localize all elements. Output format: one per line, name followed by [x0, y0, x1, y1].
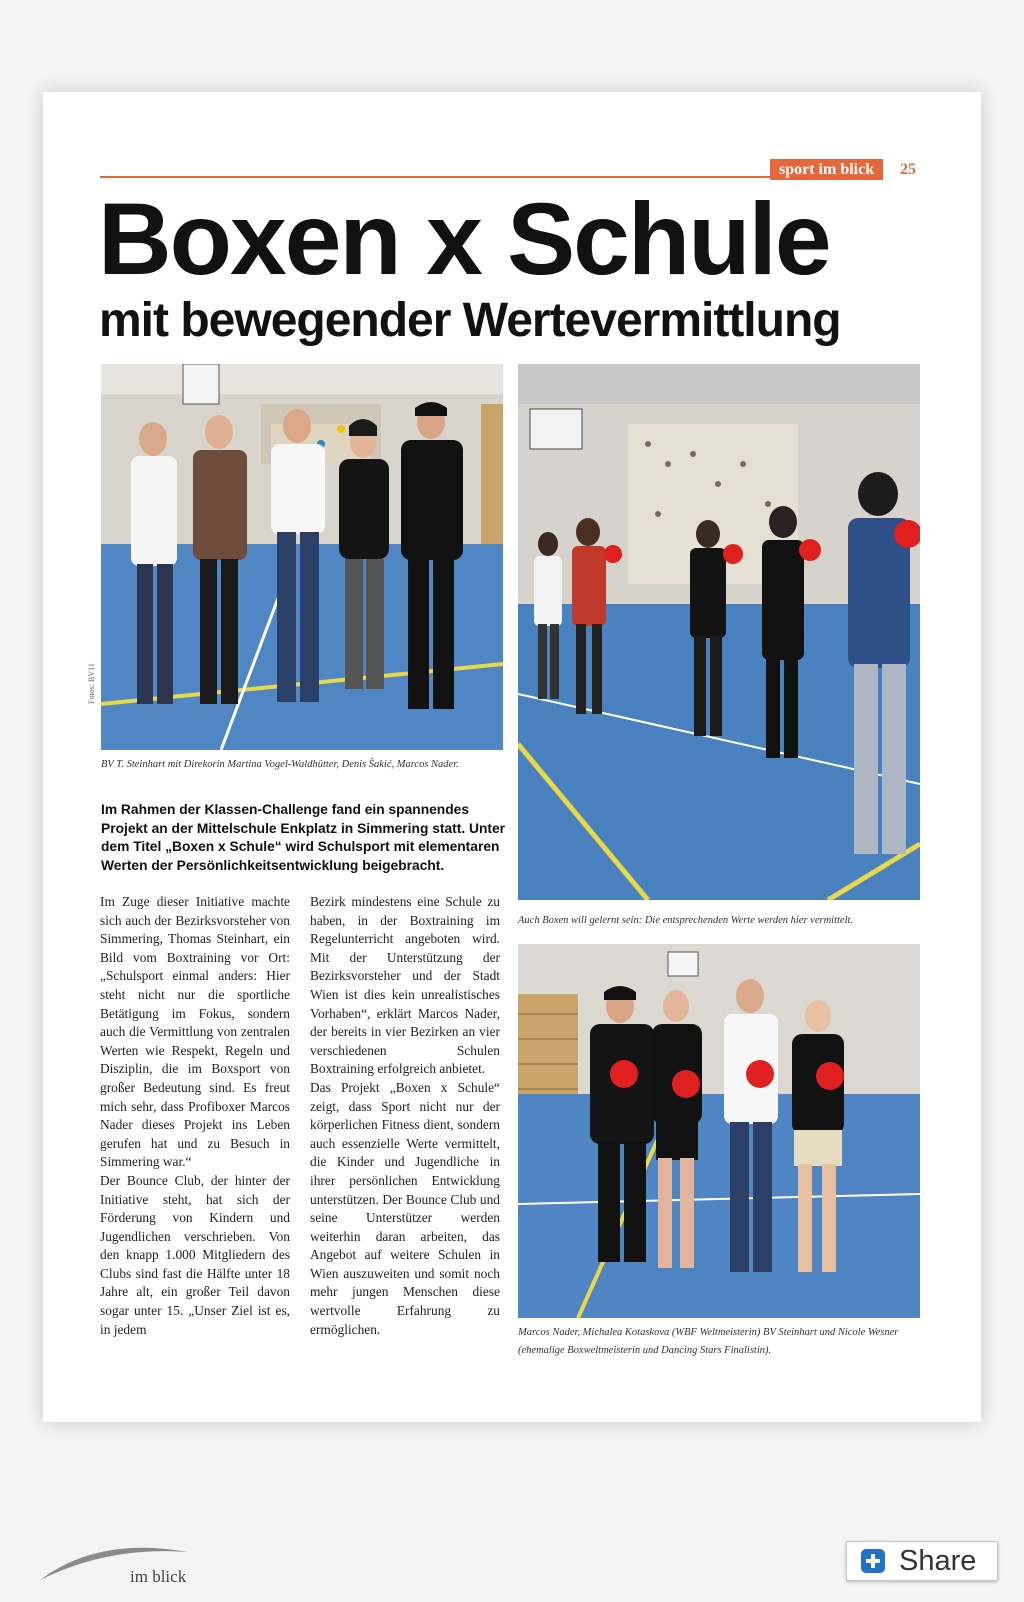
- plus-square-icon: [861, 1549, 885, 1573]
- magazine-page: [43, 92, 981, 1422]
- page-number: 25: [900, 161, 916, 178]
- photo-caption-3: Marcos Nader, Michalea Kotaskova (WBF Weltmeisterin) BV Steinhart und Nicole Wesner (ehemalige Boxweltmeisterin und Dancing Stars Finalistin).: [518, 1327, 899, 1356]
- photo-gloves-group: [518, 944, 920, 1318]
- body-paragraph: Das Projekt „Boxen x Schule“ zeigt, dass Sport nicht nur der körperlichen Fitness dient, sondern auch essenzielle Werte vermittelt, die Kinder und Jugendliche in ihrer persönlichen Entwicklung unterstützen. Der Bounce Club und seine Unterstützer werden weiterhin daran arbeiten, das Angebot auf weitere Schulen in Wien auszuweiten und somit noch mehr jungen Menschen diese wertvolle Erfahrung zu ermöglichen.: [310, 1079, 500, 1337]
- share-button[interactable]: [846, 1541, 998, 1581]
- article-column-2: [310, 893, 500, 1339]
- body-paragraph: Im Zuge dieser Initiative machte sich auch der Bezirksvorsteher von Simmering, Thomas Steinhart, ein Bild vom Boxtraining vor Ort: „Schulsport einmal anders: Hier steht nicht nur die sportliche Betätigung im Fokus, sondern auch die Vermittlung von zentralen Werten wie Respekt, Regeln und Disziplin, die im Boxsport von großer Bedeutung sind. Es freut mich sehr, dass Profiboxer Marcos Nader dieses Projekt ins Leben gerufen hat und zu Besuch in Simmering war.“: [100, 894, 290, 1170]
- article-lead: Im Rahmen der Klassen-Challenge fand ein spannendes Projekt an der Mittelschule Enkplatz in Simmering statt. Unter dem Titel „Boxen x Schule“ wird Schulsport mit elementaren Werten der Persönlichkeitsentwicklung beigebracht.: [101, 802, 506, 873]
- logo-text: im blick: [130, 1567, 187, 1586]
- article-headline: Boxen x Schule: [98, 182, 830, 296]
- photo-caption-1: BV T. Steinhart mit Direkorin Martina Vogel-Waldhütter, Denis Šakić, Marcos Nader.: [101, 759, 459, 770]
- header-rule: [100, 176, 815, 178]
- photo-group-portrait: [101, 364, 503, 750]
- photo-boxing-training: [518, 364, 920, 900]
- article-subheadline: mit bewegender Wertevermittlung: [99, 294, 841, 347]
- share-label: Share: [899, 1545, 977, 1577]
- article-column-1: [100, 893, 290, 1339]
- photo-credit: Fotos: BV11: [87, 663, 96, 704]
- body-paragraph: Der Bounce Club, der hinter der Initiative steht, hat sich der Förderung von Kindern und Jugendlichen verschrieben. Von den knapp 1.000 Mitgliedern des Clubs sind fast die Hälfte unter 18 Jahre alt, ein großer Teil davon sogar unter 15. „Unser Ziel ist es, in jedem: [100, 1172, 290, 1337]
- section-label: sport im blick: [770, 159, 883, 180]
- photo-caption-2: Auch Boxen will gelernt sein: Die entsprechenden Werte werden hier vermittelt.: [518, 915, 854, 926]
- body-paragraph: Bezirk mindestens eine Schule zu haben, in der Boxtraining im Regelunterricht angeboten wird. Mit der Unterstützung der Bezirksvorsteher und der Stadt Wien ist dies kein unrealistisches Vorhaben“, erklärt Marcos Nader, der bereits in vier Bezirken an vier verschiedenen Schulen Boxtraining erfolgreich anbietet.: [310, 894, 500, 1077]
